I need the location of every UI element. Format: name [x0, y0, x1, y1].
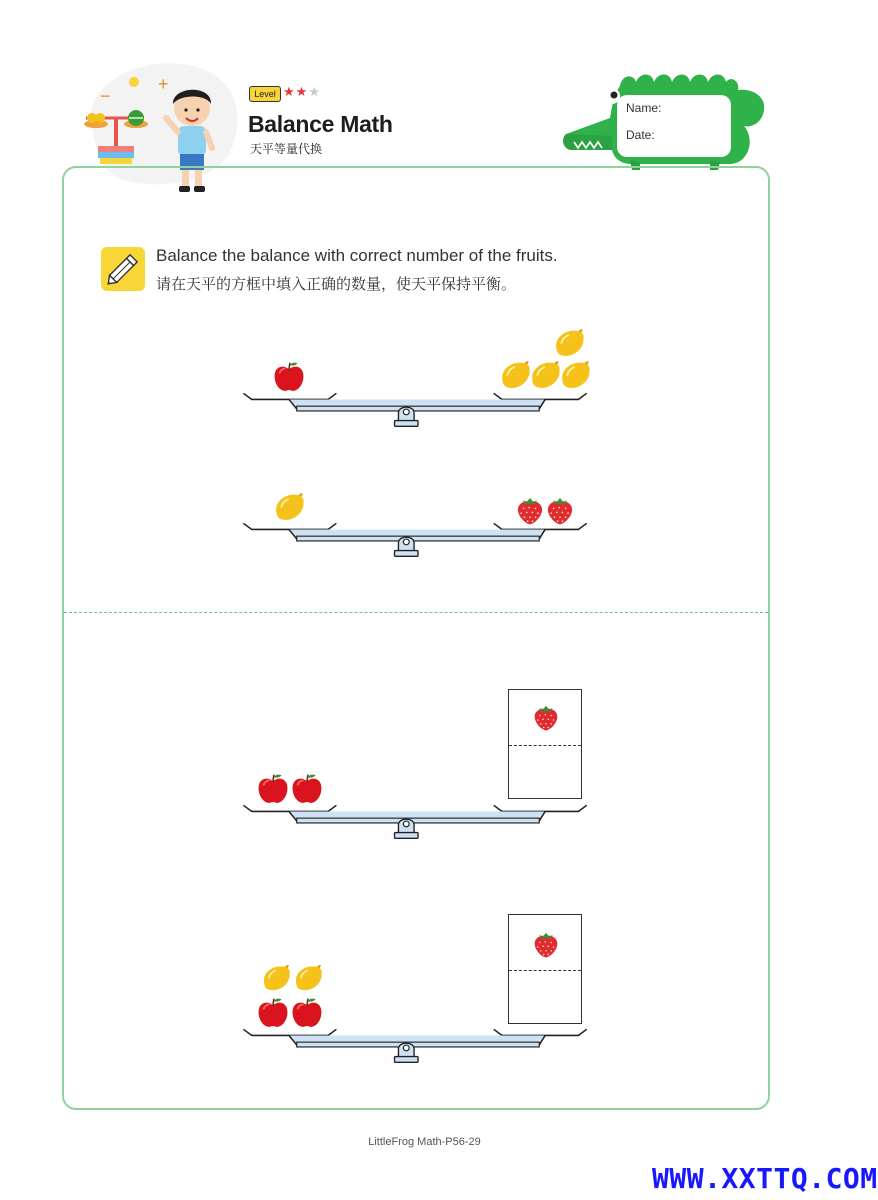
svg-text:+: + [158, 74, 169, 94]
lemon-icon [498, 358, 532, 392]
answer-input-2[interactable] [509, 972, 581, 1022]
section-divider [64, 612, 768, 613]
apple-icon [272, 360, 306, 394]
lemon-icon [528, 358, 562, 392]
lemon-icon [272, 490, 306, 524]
name-label: Name: [626, 101, 662, 115]
strawberry-icon [531, 702, 561, 732]
apple-icon [256, 996, 290, 1030]
answer-box-divider [509, 970, 581, 971]
answer-box-2[interactable] [508, 914, 582, 1024]
answer-input-1[interactable] [509, 747, 581, 797]
strawberry-icon [514, 494, 546, 526]
answer-box-divider [509, 745, 581, 746]
strawberry-icon [544, 494, 576, 526]
worksheet-frame [62, 166, 770, 1110]
strawberry-icon [531, 929, 561, 959]
level-badge: Level [249, 86, 281, 102]
instruction-english: Balance the balance with correct number of the fruits. [156, 246, 558, 265]
apple-icon [290, 996, 324, 1030]
name-field[interactable] [662, 100, 726, 118]
date-field[interactable] [662, 127, 726, 145]
star-filled-icon: ★ [295, 84, 309, 99]
answer-box-1[interactable] [508, 689, 582, 799]
svg-text:−: − [100, 86, 111, 106]
lemon-icon [552, 326, 586, 360]
star-empty-icon: ★ [308, 84, 321, 99]
apple-icon [256, 772, 290, 806]
page-subtitle: 天平等量代换 [250, 142, 323, 156]
lemon-icon [260, 962, 292, 994]
pencil-icon [101, 247, 145, 291]
watermark: WWW.XXTTQ.COM [652, 1162, 878, 1195]
difficulty-stars [283, 84, 321, 100]
instruction-chinese: 请在天平的方框中填入正确的数量，使天平保持平衡。 [156, 276, 517, 293]
page-footer: LittleFrog Math-P56-29 [368, 1136, 481, 1148]
page-title: Balance Math [248, 111, 393, 137]
star-filled-icon: ★ [283, 84, 296, 99]
apple-icon [290, 772, 324, 806]
lemon-icon [292, 962, 324, 994]
lemon-icon [558, 358, 592, 392]
date-label: Date: [626, 128, 655, 142]
